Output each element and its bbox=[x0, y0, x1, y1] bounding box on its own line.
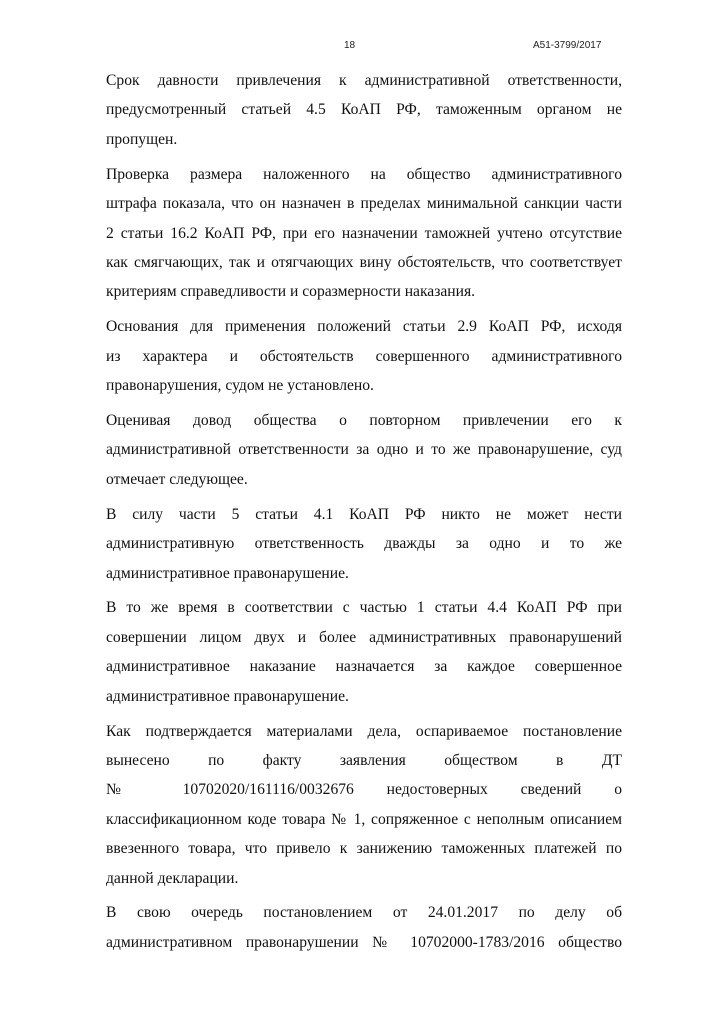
text-line: 2 статьи 16.2 КоАП РФ, при его назначении таможней учтено отсутствие bbox=[106, 224, 622, 242]
text-line: № 10702020/161116/0032676 недостоверных сведений о bbox=[106, 781, 622, 799]
text-line: В то же время в соответствии с частью 1 статьи 4.4 КоАП РФ при bbox=[106, 599, 622, 617]
text-line: критериям справедливости и соразмерности наказания. bbox=[106, 283, 476, 301]
text-line: административном правонарушении № 10702000-1783/2016 общество bbox=[106, 933, 622, 951]
text-line: административную ответственность дважды за одно и то же bbox=[106, 535, 622, 553]
text-line: пропущен. bbox=[106, 130, 178, 148]
text-line: В свою очередь постановлением от 24.01.2017 по делу об bbox=[106, 904, 622, 922]
paragraph-case-materials bbox=[70, 717, 622, 893]
text-line: данной декларации. bbox=[106, 869, 239, 887]
document-body bbox=[70, 66, 622, 963]
text-line: Как подтверждается материалами дела, оспариваемое постановление bbox=[106, 722, 622, 740]
text-line: ввезенного товара, что привело к занижению таможенных платежей по bbox=[106, 840, 622, 858]
text-line: вынесено по факту заявления обществом в ДТ bbox=[106, 751, 622, 769]
paragraph-article-4-4 bbox=[70, 593, 622, 711]
case-number: А51-3799/2017 bbox=[533, 40, 602, 51]
text-line: Срок давности привлечения к административной ответственности, bbox=[106, 72, 622, 89]
paragraph-fine-check bbox=[70, 160, 622, 307]
text-line: штрафа показала, что он назначен в пределах минимальной санкции части bbox=[106, 195, 622, 213]
paragraph-limitation-period bbox=[70, 66, 622, 154]
text-line: классификационном коде товара № 1, сопряженное с неполным описанием bbox=[106, 810, 622, 828]
text-line: из характера и обстоятельств совершенного административного bbox=[106, 347, 622, 365]
text-line: В силу части 5 статьи 4.1 КоАП РФ никто не может нести bbox=[106, 505, 622, 523]
paragraph-resolution bbox=[70, 898, 622, 957]
text-line: административное наказание назначается за каждое совершенное bbox=[106, 658, 622, 676]
text-line: административное правонарушение. bbox=[106, 687, 349, 705]
text-line: Проверка размера наложенного на общество административного bbox=[106, 165, 622, 183]
page-number: 18 bbox=[344, 40, 356, 51]
text-line: правонарушения, судом не установлено. bbox=[106, 377, 374, 395]
paragraph-article-4-1 bbox=[70, 500, 622, 588]
text-line: совершении лицом двух и более административных правонарушений bbox=[106, 628, 622, 646]
paragraph-article-2-9 bbox=[70, 312, 622, 400]
paragraph-repeated-liability bbox=[70, 406, 622, 494]
text-line: административное правонарушение. bbox=[106, 564, 349, 582]
text-line: Основания для применения положений статьи 2.9 КоАП РФ, исходя bbox=[106, 318, 622, 336]
text-line: отмечает следующее. bbox=[106, 470, 248, 488]
text-line: административной ответственности за одно и то же правонарушение, суд bbox=[106, 441, 622, 459]
text-line: Оценивая довод общества о повторном привлечении его к bbox=[106, 411, 622, 429]
text-line: предусмотренный статьей 4.5 КоАП РФ, таможенным органом не bbox=[106, 101, 622, 119]
text-line: как смягчающих, так и отягчающих вину обстоятельств, что соответствует bbox=[106, 253, 622, 271]
